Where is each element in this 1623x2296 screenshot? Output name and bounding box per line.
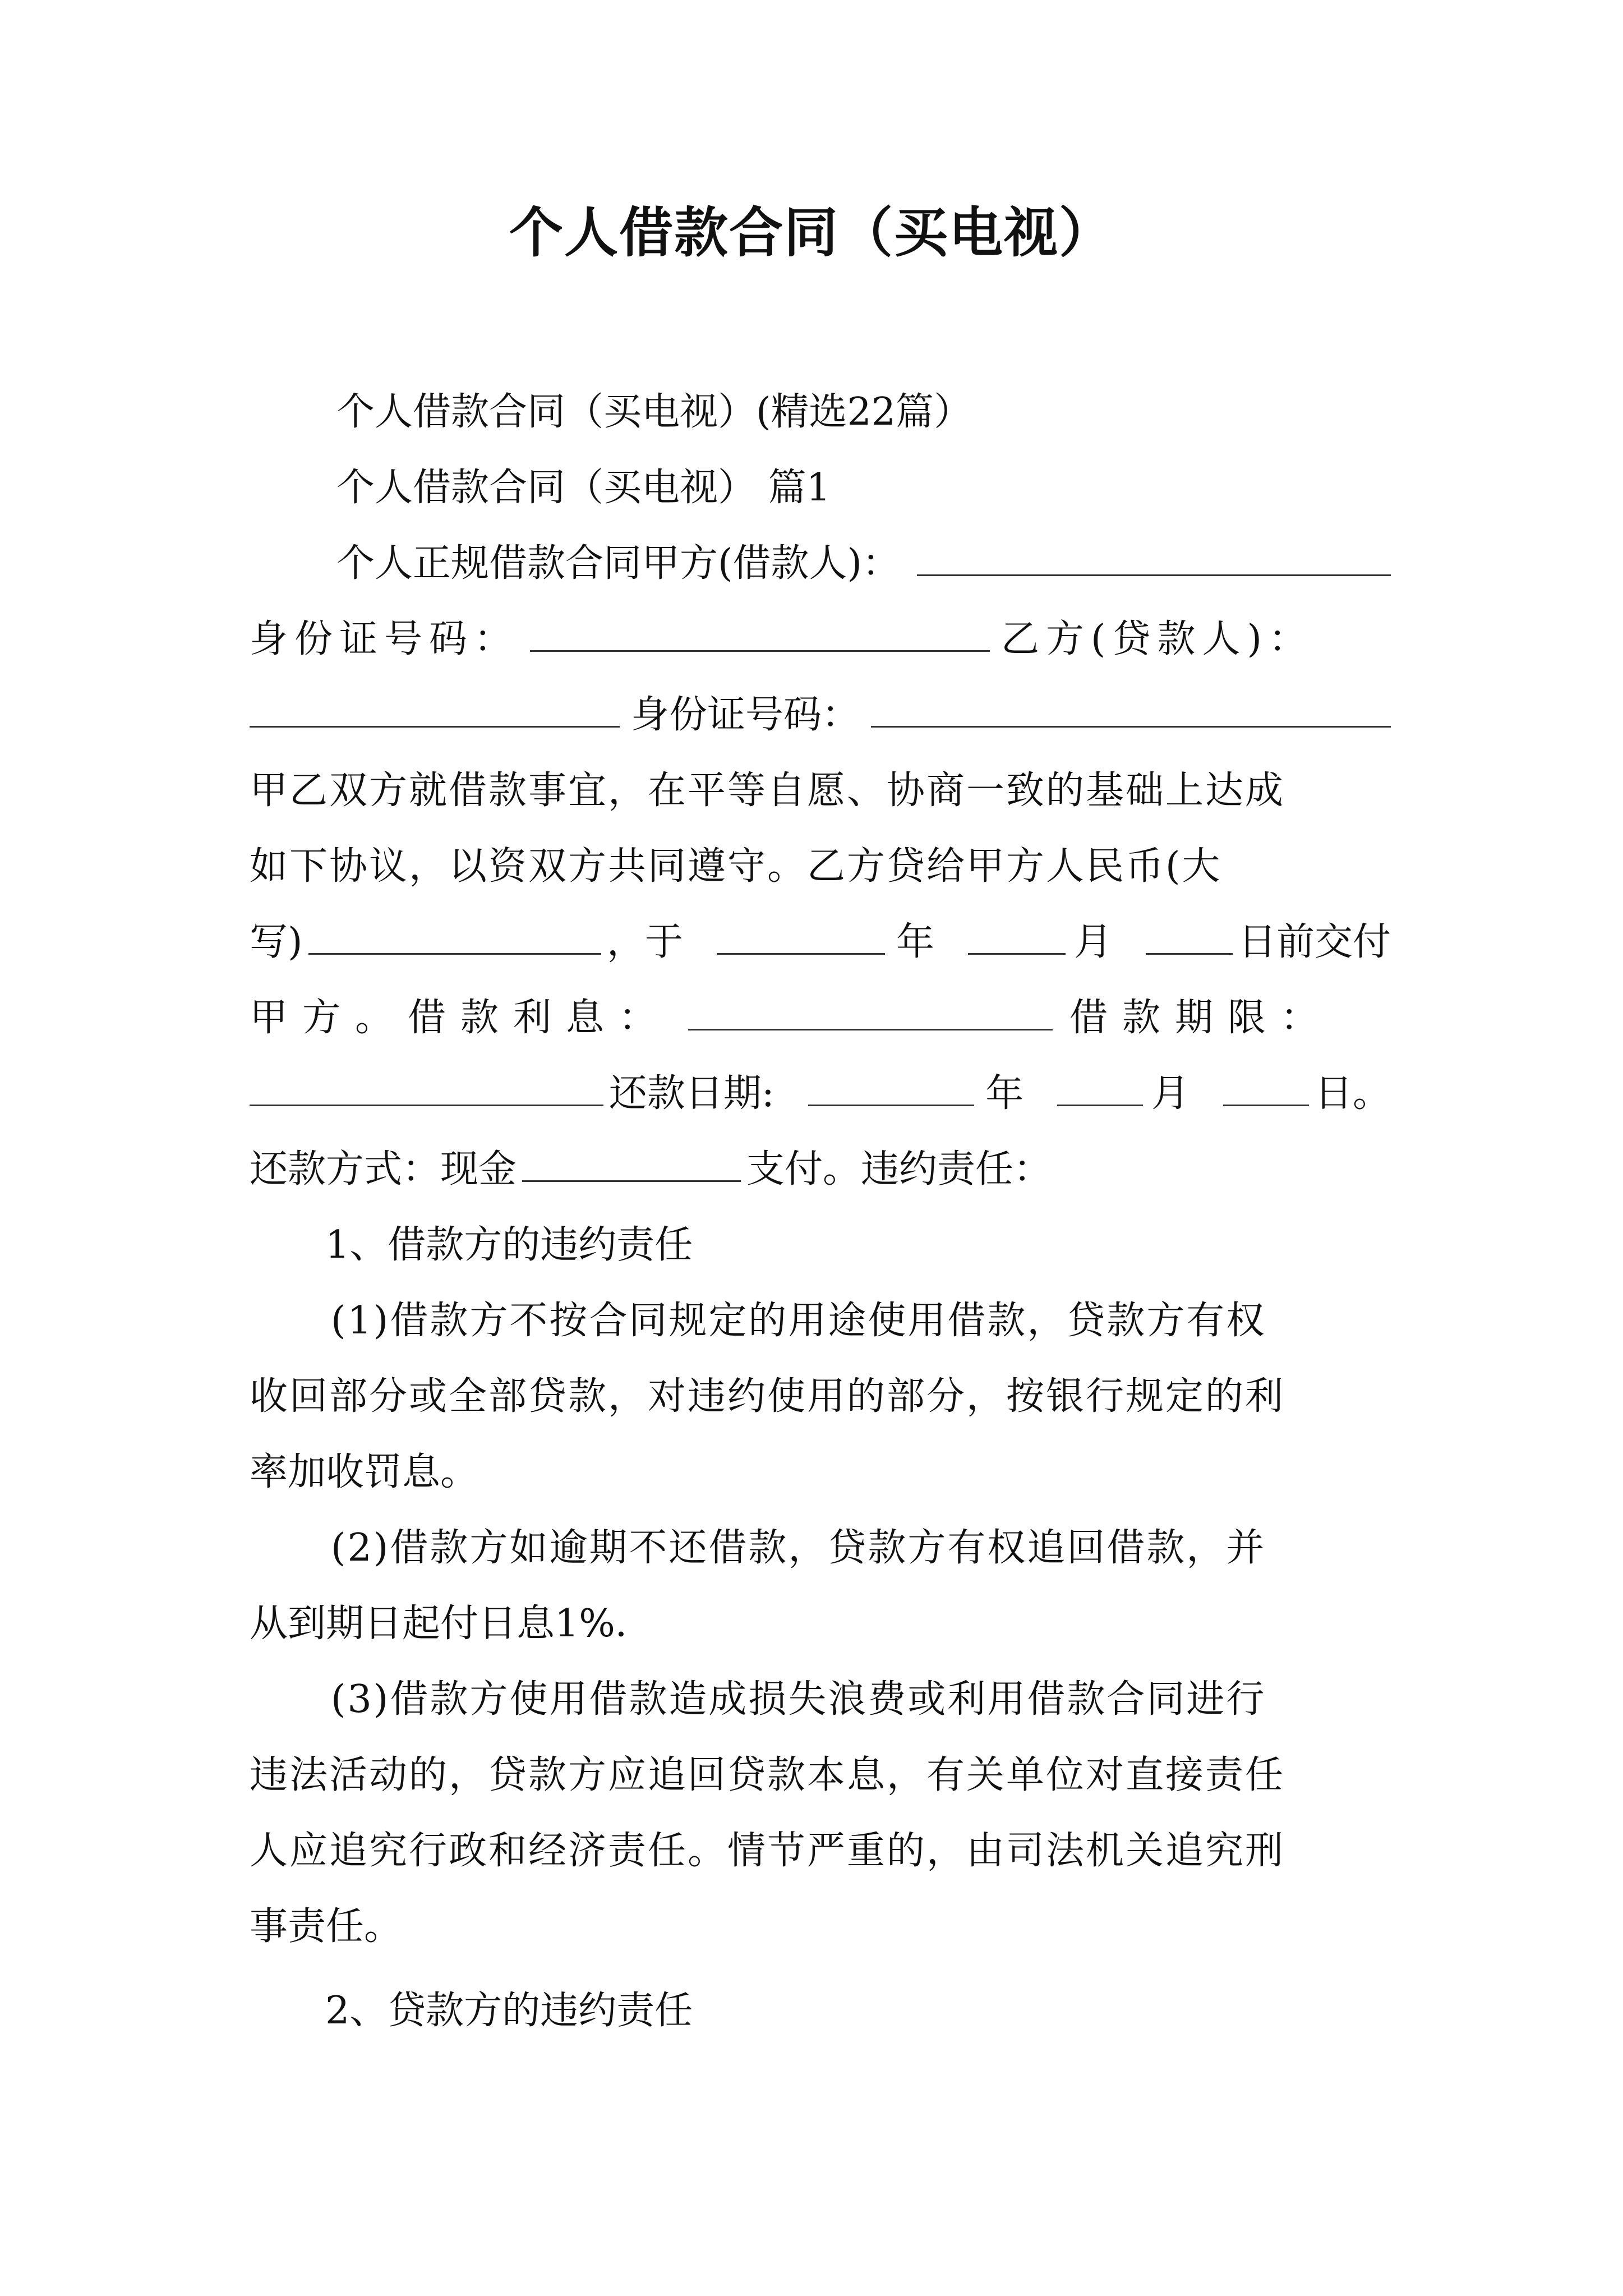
repay-year-blank xyxy=(808,1070,974,1106)
clause-1-line-2: 收回部分或全部贷款，对违约使用的部分，按银行规定的利 xyxy=(250,1374,1285,1419)
repay-day: 日。 xyxy=(1315,1071,1391,1116)
repay-month-blank xyxy=(1057,1070,1143,1106)
party-a-blank xyxy=(917,540,1391,576)
amount-line xyxy=(250,912,1391,973)
id-blank-2 xyxy=(871,691,1391,728)
party-a-label: 个人正规借款合同甲方(借款人)： xyxy=(336,541,901,586)
page-title: 个人借款合同（买电视） xyxy=(509,201,1114,264)
id-label-2: 身份证号码： xyxy=(631,693,860,737)
amount-blank xyxy=(308,918,601,955)
id-2-line xyxy=(250,684,1391,746)
section-2-heading: 2、贷款方的违约责任 xyxy=(325,1989,693,2033)
clause-2-line-2: 从到期日起付日息1%． xyxy=(250,1602,653,1646)
id-blank-1 xyxy=(530,615,990,652)
deliver-month: 月 xyxy=(1074,920,1113,964)
clause-3-line-3: 人应追究行政和经济责任。情节严重的，由司法机关追究刑 xyxy=(250,1829,1285,1873)
deliver-day-blank xyxy=(1146,918,1233,955)
clause-3-line-4: 事责任。 xyxy=(250,1904,403,1949)
party-b-label: 乙方(贷款人)： xyxy=(1001,617,1314,661)
pay-suffix: 支付。违约责任： xyxy=(746,1147,1052,1191)
body-line-2: 如下协议，以资双方共同遵守。乙方贷给甲方人民币(大 xyxy=(250,844,1222,889)
repay-date-label: 还款日期: xyxy=(608,1071,774,1116)
deliver-month-blank xyxy=(968,918,1066,955)
repay-method-line xyxy=(250,1139,1391,1200)
clause-3-line-1: (3)借款方使用借款造成损失浪费或利用借款合同进行 xyxy=(331,1677,1266,1722)
id-party-b-line xyxy=(250,609,1391,670)
subtitle: 个人借款合同（买电视）(精选22篇） xyxy=(336,390,972,434)
id-label-1: 身份证号码： xyxy=(250,617,519,661)
clause-1-line-1: (1)借款方不按合同规定的用途使用借款，贷款方有权 xyxy=(331,1299,1266,1343)
party-b-blank xyxy=(250,691,620,728)
interest-label: 借款利息： xyxy=(408,996,672,1040)
term-label: 借款期限： xyxy=(1069,996,1334,1040)
repay-year: 年 xyxy=(985,1071,1024,1116)
interest-blank xyxy=(688,994,1053,1030)
deliver-year-blank xyxy=(717,918,885,955)
cash-blank xyxy=(522,1145,741,1182)
repay-day-blank xyxy=(1223,1070,1309,1106)
party-a-short: 甲方。 xyxy=(250,996,408,1040)
section-1-heading: 1、借款方的违约责任 xyxy=(325,1223,693,1267)
repay-method-label: 还款方式：现金 xyxy=(250,1147,517,1191)
chapter-heading: 个人借款合同（买电视） 篇1 xyxy=(336,466,831,510)
clause-2-line-1: (2)借款方如逾期不还借款，贷款方有权追回借款，并 xyxy=(331,1526,1266,1570)
party-a-line xyxy=(336,533,1391,595)
body-line-1: 甲乙双方就借款事宜，在平等自愿、协商一致的基础上达成 xyxy=(250,769,1285,813)
deliver-day: 日前交付 xyxy=(1238,920,1391,964)
deliver-year: 年 xyxy=(896,920,934,964)
repay-date-line xyxy=(250,1063,1391,1125)
term-blank xyxy=(250,1070,603,1106)
amount-at: ，于 xyxy=(607,920,684,964)
amount-prefix: 写) xyxy=(250,920,303,964)
clause-1-line-3: 率加收罚息。 xyxy=(250,1450,479,1494)
repay-month: 月 xyxy=(1151,1071,1190,1116)
clause-3-line-2: 违法活动的，贷款方应追回贷款本息，有关单位对直接责任 xyxy=(250,1753,1285,1797)
interest-line xyxy=(250,987,1391,1049)
